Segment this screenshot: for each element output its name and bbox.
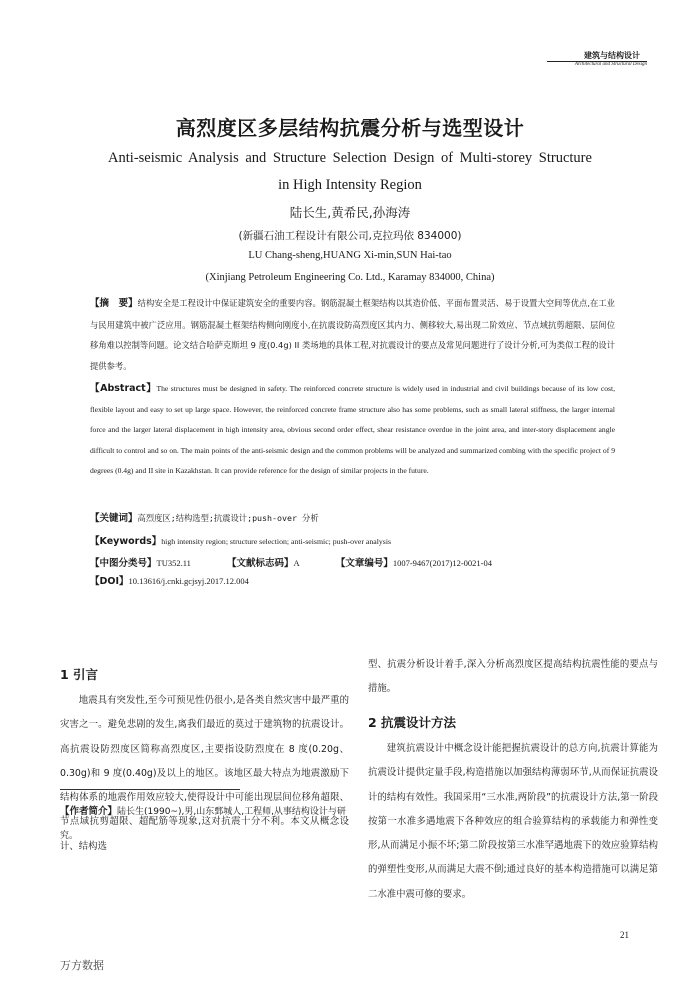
article-number-label: 【文章编号】 xyxy=(335,558,393,569)
paper-title-en-line2: in High Intensity Region xyxy=(278,177,422,193)
affiliation-en: (Xinjiang Petroleum Engineering Co. Ltd., Karamay 834000, China) xyxy=(205,272,495,283)
keywords-zh xyxy=(90,510,615,524)
article-number-value: 1007-9467(2017)12-0021-04 xyxy=(392,558,492,568)
section-1-paragraph: 地震具有突发性,至今可预见性仍很小,是各类自然灾害中最严重的灾害之一。避免悲剧的发生,离我们最近的莫过于建筑物的抗震设计。高抗震设防烈度区简称高烈度区,主要指设防烈度在 8 度(0.20g、0.30g)和 9 度(0.40g)及以上的地区。该地区最大特点为地震激励下结构体系的地震作用效应较大,使得设计中可能出现层间位移角超限、节点域抗剪超限、超配筋等现象,这对抗震十分不利。本文从概念设计、结构选 xyxy=(60,695,349,852)
paper-title-en-line1: Anti-seismic Analysis and Structure Selection Design of Multi-storey Structure xyxy=(108,150,592,166)
keywords-en xyxy=(90,533,615,547)
section-1-continuation xyxy=(368,653,658,702)
abstract-en-text: The structures must be designed in safety. The reinforced concrete structure is widely used in industrial and civil buildings because of its low cost, flexible layout and easy to set up large space. However, the reinforced concrete frame structure also has some problems, such as small lateral stiffness, the larger internal force and the larger lateral displacement in high intensity area, obvious second order effect, shear resistance overdue in the joint area, and inter-story displacement angle difficult to control and so on. The main points of the anti-seismic design and the common problems will be analyzed and summarized combing with the specific project of 9 degrees (0.4g) and II site in Kazakhstan. It can provide reference for the design of similar projects in the future. xyxy=(90,384,615,475)
section-1-heading: 1 引言 xyxy=(60,667,99,682)
section-2-heading: 2 抗震设计方法 xyxy=(368,715,457,730)
keywords-en-text: high intensity region; structure selection; anti-seismic; push-over analysis xyxy=(161,537,392,546)
clc-value: TU352.11 xyxy=(156,558,191,568)
keywords-zh-label: 【关键词】 xyxy=(90,513,138,524)
doi-value: 10.13616/j.cnki.gcjsyj.2017.12.004 xyxy=(128,576,249,586)
author-footnote xyxy=(60,800,349,848)
keywords-en-label: 【Keywords】 xyxy=(90,536,162,547)
journal-section-title: 建筑与结构设计 xyxy=(584,51,640,60)
abstract-en-label: 【Abstract】 xyxy=(90,383,157,394)
journal-section-subtitle: Architectural and Structural Design xyxy=(574,62,647,67)
document-code-value: A xyxy=(293,558,300,568)
clc-label: 【中图分类号】 xyxy=(90,558,157,569)
section-2-paragraph: 建筑抗震设计中概念设计能把握抗震设计的总方向,抗震计算能为抗震设计提供定量手段,构造措施以加强结构薄弱环节,从而保证抗震设计的结构有效性。我国采用“三水准,两阶段”的抗震设计方法,第一阶段按第一水准多遇地震下各种效应的组合验算结构的承载能力和弹性变形,从而满足小振不坏;第二阶段按第三水准罕遇地震下的效应验算结构的弹塑性变形,从而满足大震不倒;通过良好的基本构造措施可以满足第二水准中震可修的要求。 xyxy=(368,743,658,900)
page-number: 21 xyxy=(620,930,629,940)
classification-line xyxy=(90,555,615,569)
clc-code xyxy=(90,558,191,568)
affiliation-zh: (新疆石油工程设计有限公司,克拉玛依 834000) xyxy=(238,230,462,242)
authors-en: LU Chang-sheng,HUANG Xi-min,SUN Hai-tao xyxy=(248,250,452,261)
keywords-zh-text: 高烈度区;结构选型;抗震设计;push-over 分析 xyxy=(137,513,319,523)
abstract-zh-label: 【摘 要】 xyxy=(90,298,138,309)
section-1-continuation-text: 型、抗震分析设计着手,深入分析高烈度区提高结构抗震性能的要点与措施。 xyxy=(368,659,658,695)
authors-zh: 陆长生,黄希民,孙海涛 xyxy=(289,205,411,220)
footnote-rule xyxy=(60,789,240,790)
footnote-text: 陆长生(1990~),男,山东鄄城人,工程师,从事结构设计与研究。 xyxy=(60,807,346,841)
footnote-label: 【作者简介】 xyxy=(60,806,118,817)
document-code xyxy=(227,558,300,568)
article-number xyxy=(336,558,492,568)
abstract-en xyxy=(90,379,615,482)
paper-title-zh: 高烈度区多层结构抗震分析与选型设计 xyxy=(175,116,525,140)
doi-label: 【DOI】 xyxy=(90,576,129,587)
doi-line xyxy=(90,573,615,587)
watermark-text: 万方数据 xyxy=(60,959,104,972)
abstract-zh xyxy=(90,293,615,376)
section-2-body xyxy=(368,737,658,907)
abstract-zh-text: 结构安全是工程设计中保证建筑安全的重要内容。钢筋混凝土框架结构以其造价低、平面布置灵活、易于设置大空间等优点,在工业与民用建筑中被广泛应用。钢筋混凝土框架结构侧向刚度小,在抗震设防高烈度区其内力、侧移较大,易出现二阶效应、节点域抗剪超限、层间位移角难以控制等问题。论文结合哈萨克斯坦 9 度(0.4g) II 类场地的具体工程,对抗震设计的要点及常见问题进行了设计分析,可为类似工程的设计提供参考。 xyxy=(90,298,615,371)
document-code-label: 【文献标志码】 xyxy=(227,558,294,569)
